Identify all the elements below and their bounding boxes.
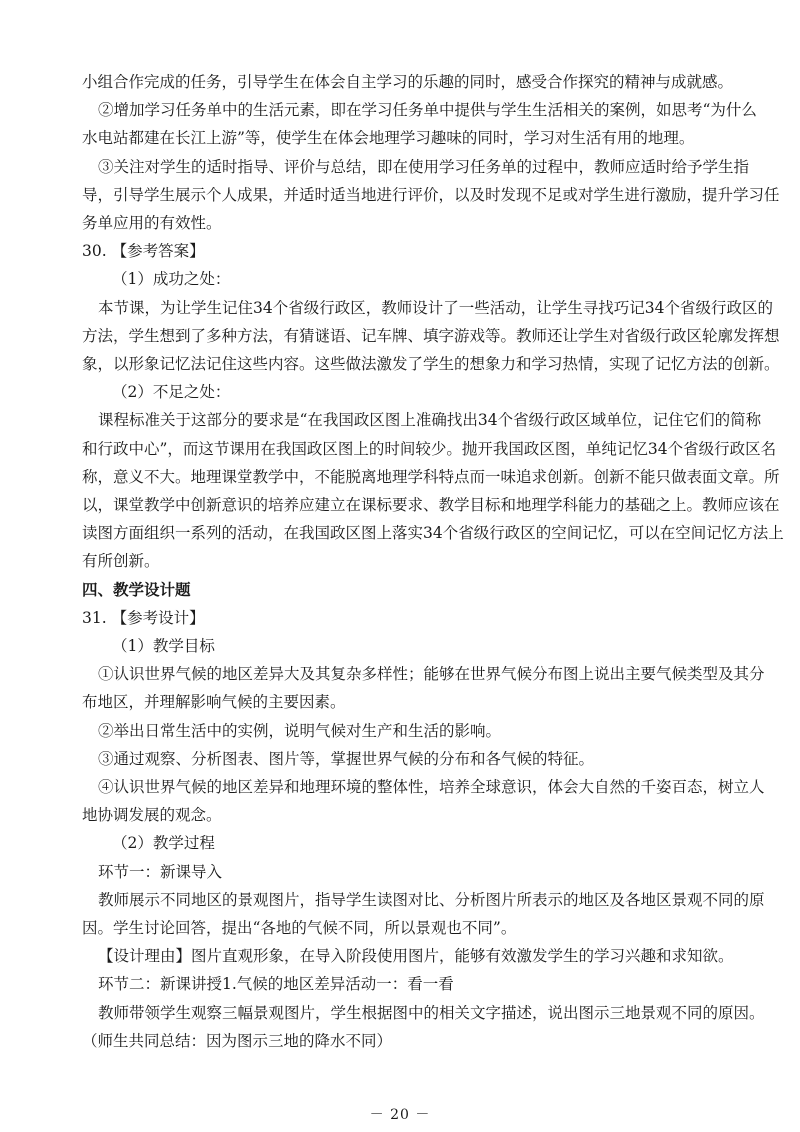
page-number: － 20 －: [369, 1107, 431, 1123]
answer-heading: 30. 【参考答案】: [82, 242, 205, 261]
body-text: 水电站都建在长江上游”等，使学生在体会地理学习趣味的同时，学习对生活有用的地理。: [82, 129, 695, 148]
body-text: 象，以形象记忆法记住这些内容。这些做法激发了学生的想象力和学习热情，实现了记忆方法的创新。: [82, 355, 780, 373]
body-text: 因。学生讨论回答，提出“各地的气候不同，所以景观也不同”。: [82, 919, 517, 937]
body-text: 有所创新。: [82, 552, 160, 571]
body-text: 以，课堂教学中创新意识的培养应建立在课标要求、教学目标和地理学科能力的基础之上。教师应该在: [82, 496, 780, 514]
body-text: 布地区，并理解影响气候的主要因素。: [82, 693, 346, 712]
body-text: 教师展示不同地区的景观图片，指导学生读图对比、分析图片所表示的地区及各地区景观不同的原: [98, 890, 765, 909]
body-text: ③通过观察、分析图表、图片等，掌握世界气候的分布和各气候的特征。: [98, 749, 595, 768]
subheading: （2）不足之处：: [112, 383, 231, 402]
body-text: 称，意义不大。地理课堂教学中，不能脱离地理学科特点而一味追求创新。创新不能只做表面文章。所: [82, 467, 780, 486]
body-text: 环节一：新课导入: [98, 862, 223, 881]
body-text: ③关注对学生的适时指导、评价与总结，即在使用学习任务单的过程中，教师应适时给予学生指: [98, 157, 750, 176]
body-text: 教师带领学生观察三幅景观图片，学生根据图中的相关文字描述，说出图示三地景观不同的原因。: [98, 1003, 765, 1022]
body-text: ②增加学习任务单中的生活元素，即在学习任务单中提供与学生生活相关的案例，如思考“为什么: [98, 101, 757, 120]
section-heading: 四、教学设计题: [82, 579, 191, 599]
body-text: 课程标准关于这部分的要求是“在我国政区图上准确找出34个省级行政区域单位，记住它们的简称: [98, 411, 762, 430]
body-text: 【设计理由】图片直观形象，在导入阶段使用图片，能够有效激发学生的学习兴趣和求知欲。: [98, 947, 734, 966]
body-text: 方法，学生想到了多种方法，有猜谜语、记车牌、填字游戏等。教师还让学生对省级行政区轮廓发挥想: [82, 326, 780, 345]
subheading: （1）教学目标: [112, 637, 215, 655]
body-text: ②举出日常生活中的实例，说明气候对生产和生活的影响。: [98, 721, 502, 740]
body-text: 导，引导学生展示个人成果，并适时适当地进行评价，以及时发现不足或对学生进行激励，提升学习任: [82, 185, 780, 204]
body-text: 环节二：新课讲授1.气候的地区差异活动一：看一看: [98, 975, 454, 994]
body-text: （师生共同总结：因为图示三地的降水不同）: [82, 1031, 393, 1050]
body-text: 读图方面组织一系列的活动，在我国政区图上落实34个省级行政区的空间记忆，可以在空间记忆方法上: [82, 524, 784, 543]
subheading: （2）教学过程: [112, 834, 215, 853]
body-text: 务单应用的有效性。: [82, 214, 222, 232]
body-text: ①认识世界气候的地区差异大及其复杂多样性；能够在世界气候分布图上说出主要气候类型及其分: [98, 665, 765, 684]
body-text: 小组合作完成的任务，引导学生在体会自主学习的乐趣的同时，感受合作探究的精神与成就感。: [82, 73, 734, 91]
body-text: 本节课，为让学生记住34个省级行政区，教师设计了一些活动，让学生寻找巧记34个省级行政区的: [98, 298, 773, 317]
body-text: 和行政中心”，而这节课用在我国政区图上的时间较少。抛开我国政区图，单纯记忆34个省级行政区名: [82, 439, 777, 458]
body-text: ④认识世界气候的地区差异和地理环境的整体性，培养全球意识，体会大自然的千姿百态，树立人: [98, 778, 765, 796]
answer-heading: 31. 【参考设计】: [82, 608, 205, 627]
body-text: 地协调发展的观念。: [82, 806, 222, 825]
subheading: （1）成功之处：: [112, 270, 231, 289]
